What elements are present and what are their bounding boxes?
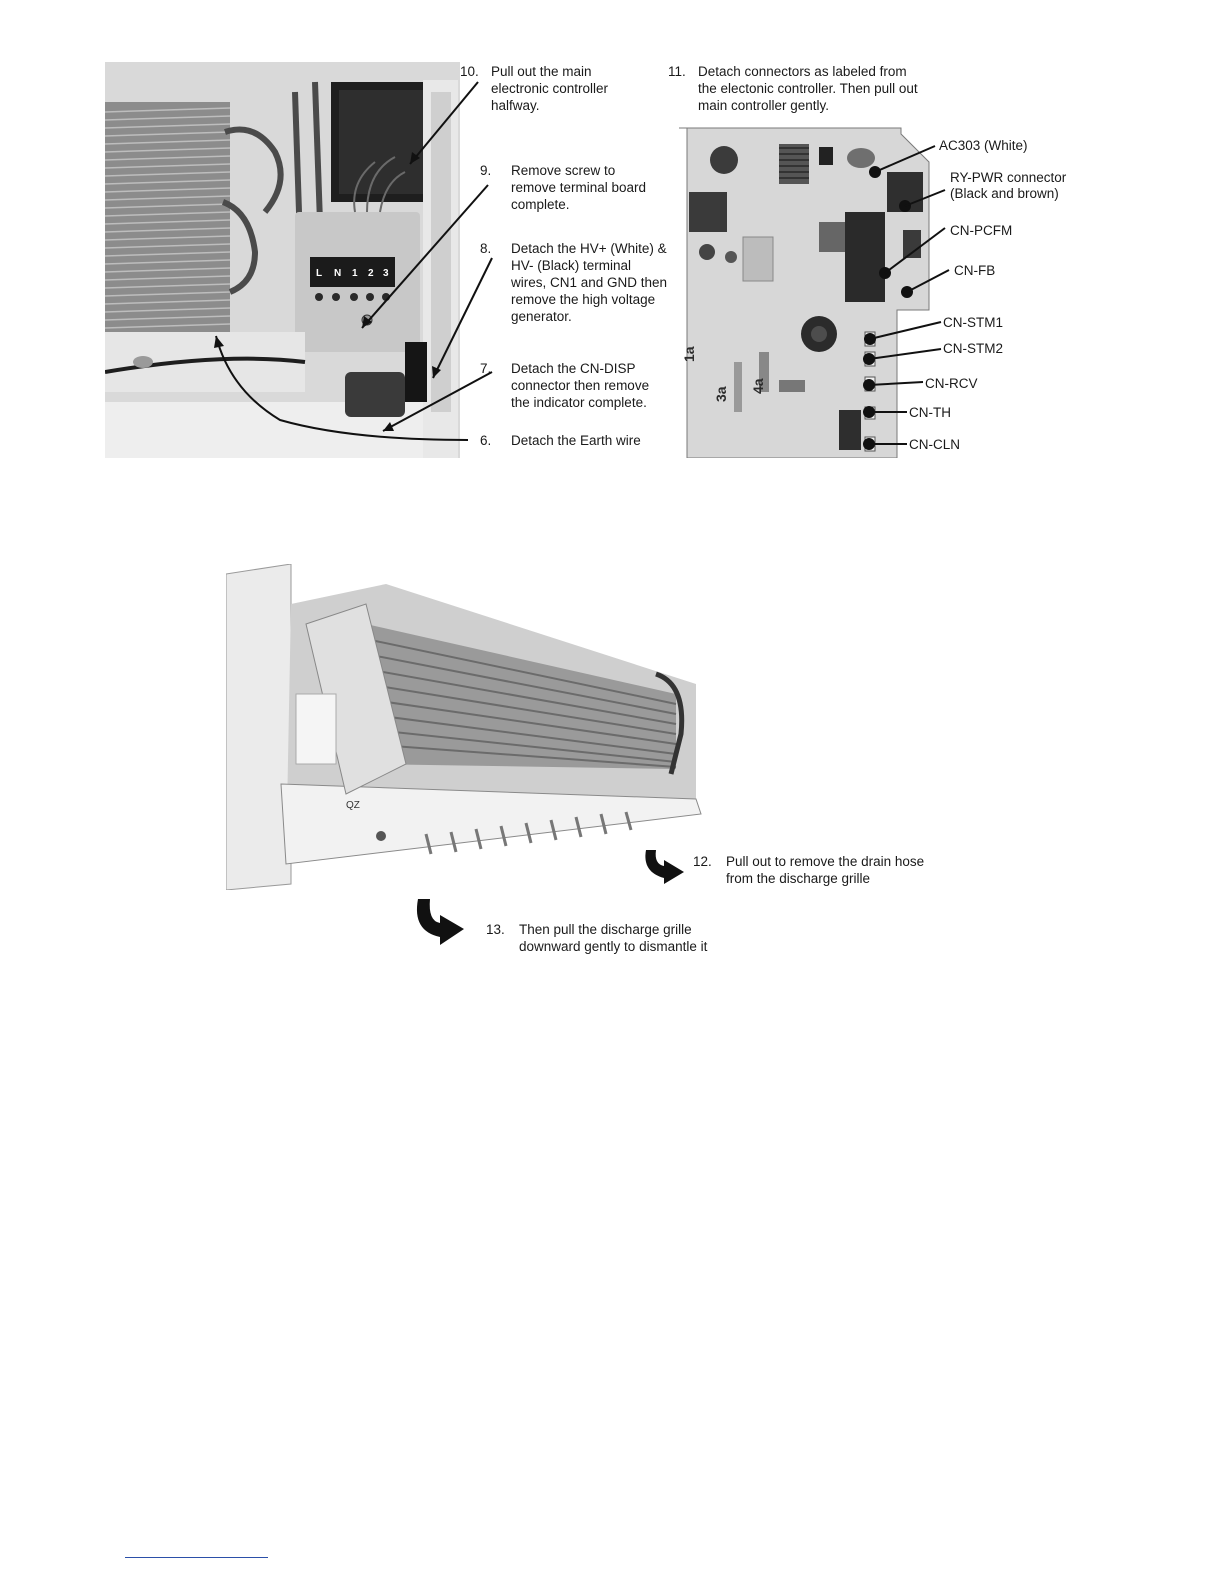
side-frame	[226, 564, 291, 890]
step-number: 9.	[480, 163, 492, 178]
connector-label-ac303: AC303 (White)	[939, 138, 1028, 153]
footer-rule	[125, 1557, 268, 1558]
connector-label-cn-th: CN-TH	[909, 405, 951, 420]
connector-label-cn-stm1: CN-STM1	[943, 315, 1003, 330]
step-number: 8.	[480, 241, 492, 256]
connector-label-cn-fb: CN-FB	[954, 263, 996, 278]
step-number: 10.	[460, 64, 479, 79]
photo-pcb	[679, 62, 1069, 458]
step-number: 6.	[480, 433, 492, 448]
terminal-label: 2	[368, 268, 374, 279]
step-10-text: Pull out the main electronic controller halfway.	[491, 64, 609, 113]
step-number: 11.	[668, 64, 686, 79]
step-number: 13.	[486, 922, 505, 937]
step-9-text: Remove screw to remove terminal board complete.	[511, 163, 647, 212]
pcb-mark: 3a	[713, 386, 729, 402]
terminal-label: 3	[383, 268, 389, 279]
step-number: 7.	[480, 361, 492, 376]
step-6-text: Detach the Earth wire	[511, 433, 641, 448]
photo-discharge-grille	[226, 564, 706, 890]
step-13-text: Then pull the discharge grille downward gently to dismantle it	[519, 922, 708, 954]
step-12-text: Pull out to remove the drain hose from the discharge grille	[726, 854, 925, 886]
connector-label-cn-stm2: CN-STM2	[943, 341, 1003, 356]
pcb-mark: 4a	[750, 378, 766, 394]
terminal-label: L	[316, 268, 323, 279]
terminal-label: 1	[352, 268, 358, 279]
connector-label-cn-rcv: CN-RCV	[925, 376, 978, 391]
step-number: 12.	[693, 854, 712, 869]
step-8-text: Detach the HV+ (White) & HV- (Black) terminal wires, CN1 and GND then remove the high voltage generator.	[511, 241, 668, 324]
connector-label-ry-pwr: RY-PWR connector (Black and brown)	[950, 170, 1067, 201]
connector-label-cn-pcfm: CN-PCFM	[950, 223, 1013, 238]
connector-label-cn-cln: CN-CLN	[909, 437, 961, 452]
grille-tag: QZ	[346, 800, 360, 811]
step-11-text: Detach connectors as labeled from the electonic controller. Then pull out main controller gently.	[698, 64, 918, 113]
step-7-text: Detach the CN-DISP connector then remove the indicator complete.	[511, 361, 650, 410]
arrow-icon	[410, 897, 466, 947]
terminal-label: N	[334, 268, 342, 279]
screw	[376, 831, 386, 841]
pcb-mark: 1a	[681, 346, 697, 362]
pcfm-relay	[845, 212, 885, 302]
arrow-icon	[640, 848, 686, 886]
